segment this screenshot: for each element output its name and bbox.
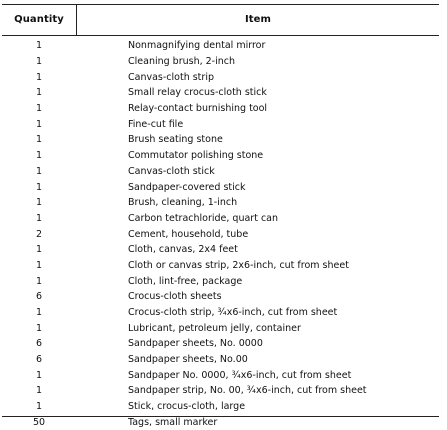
quantity-cell: 1 [2,276,76,287]
table-row [2,273,439,289]
item-cell: Cloth or canvas strip, 2x6-inch, cut from sheet [76,260,439,271]
item-cell: Canvas-cloth strip [76,72,439,83]
table-row [2,85,439,101]
table-row [2,289,439,305]
table-row [2,101,439,117]
item-header: Item [77,4,439,34]
item-cell: Tags, small marker [76,417,439,428]
table-row [2,352,439,368]
table-row [2,320,439,336]
item-cell: Crocus-cloth strip, ¾x6-inch, cut from sheet [76,307,439,318]
quantity-cell: 6 [2,338,76,349]
table-body [2,38,439,430]
table-row [2,367,439,383]
table-row [2,258,439,274]
table-row [2,54,439,70]
quantity-cell: 6 [2,354,76,365]
item-cell: Cement, household, tube [76,229,439,240]
item-cell: Sandpaper sheets, No.00 [76,354,439,365]
item-cell: Sandpaper-covered stick [76,182,439,193]
quantity-cell: 50 [2,417,76,428]
table-row [2,116,439,132]
quantity-cell: 1 [2,56,76,67]
item-cell: Relay-contact burnishing tool [76,103,439,114]
table-row [2,399,439,415]
item-cell: Small relay crocus-cloth stick [76,87,439,98]
item-cell: Cleaning brush, 2-inch [76,56,439,67]
quantity-cell: 1 [2,40,76,51]
quantity-cell: 1 [2,72,76,83]
quantity-cell: 1 [2,260,76,271]
item-cell: Lubricant, petroleum jelly, container [76,323,439,334]
item-cell: Fine-cut file [76,119,439,130]
quantity-cell: 1 [2,370,76,381]
table-row [2,132,439,148]
quantity-cell: 2 [2,229,76,240]
table-row [2,383,439,399]
quantity-cell: 1 [2,150,76,161]
table-row [2,164,439,180]
table-row [2,305,439,321]
quantity-cell: 1 [2,323,76,334]
item-cell: Brush seating stone [76,134,439,145]
parts-table [2,4,439,417]
quantity-cell: 1 [2,103,76,114]
quantity-cell: 1 [2,182,76,193]
table-bottom-rule [2,416,439,417]
table-row [2,242,439,258]
quantity-cell: 1 [2,119,76,130]
quantity-cell: 1 [2,213,76,224]
table-row [2,226,439,242]
table-row [2,179,439,195]
item-cell: Stick, crocus-cloth, large [76,401,439,412]
item-cell: Sandpaper sheets, No. 0000 [76,338,439,349]
item-cell: Crocus-cloth sheets [76,291,439,302]
quantity-header: Quantity [2,4,76,34]
item-cell: Cloth, lint-free, package [76,276,439,287]
item-cell: Sandpaper strip, No. 00, ¾x6-inch, cut from sheet [76,385,439,396]
quantity-cell: 1 [2,197,76,208]
table-row [2,211,439,227]
quantity-cell: 6 [2,291,76,302]
quantity-cell: 1 [2,87,76,98]
table-row [2,69,439,85]
item-cell: Nonmagnifying dental mirror [76,40,439,51]
header-bottom-rule [2,35,439,36]
item-cell: Cloth, canvas, 2x4 feet [76,244,439,255]
item-cell: Sandpaper No. 0000, ¾x6-inch, cut from sheet [76,370,439,381]
table-row [2,38,439,54]
table-row [2,336,439,352]
item-cell: Canvas-cloth stick [76,166,439,177]
quantity-cell: 1 [2,307,76,318]
quantity-cell: 1 [2,244,76,255]
item-cell: Brush, cleaning, 1-inch [76,197,439,208]
table-row [2,148,439,164]
quantity-cell: 1 [2,166,76,177]
quantity-cell: 1 [2,401,76,412]
quantity-cell: 1 [2,385,76,396]
table-row [2,195,439,211]
item-cell: Commutator polishing stone [76,150,439,161]
quantity-cell: 1 [2,134,76,145]
item-cell: Carbon tetrachloride, quart can [76,213,439,224]
